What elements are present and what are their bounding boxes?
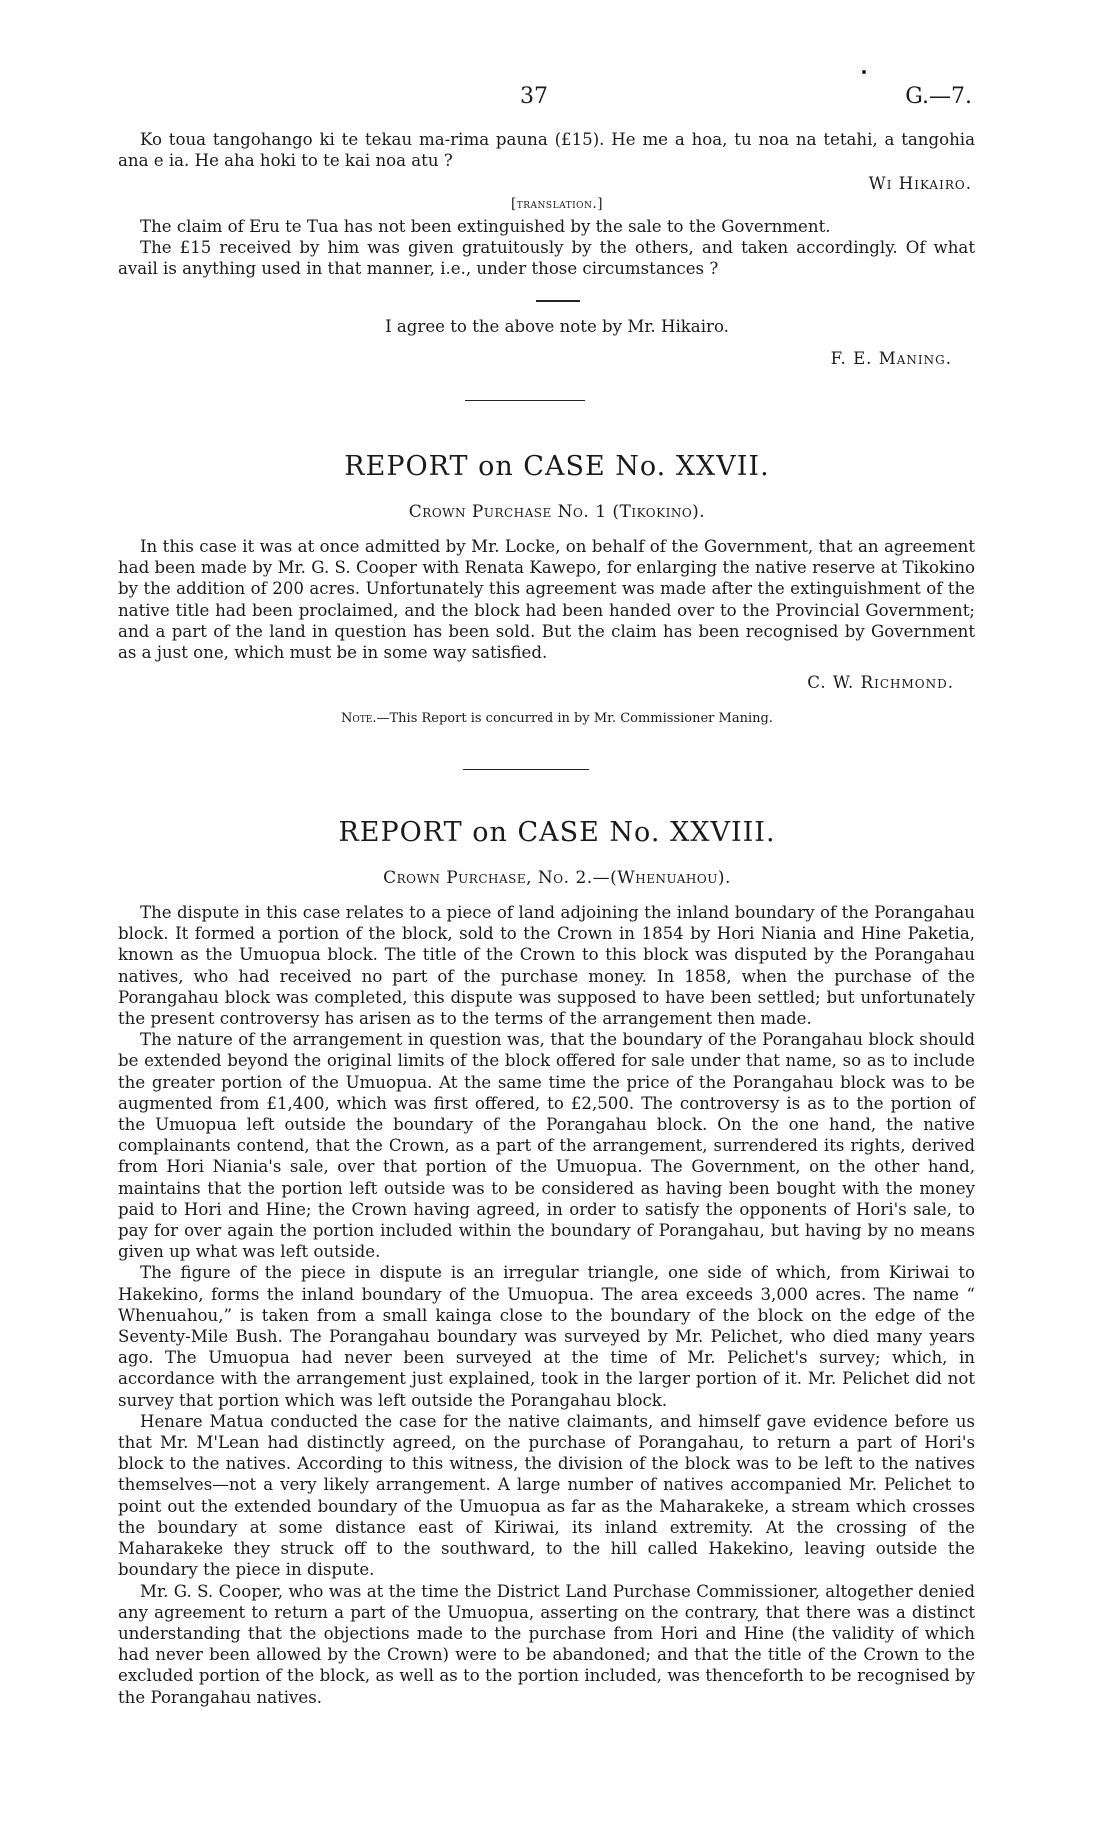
report-28-paragraph-2: The nature of the arrangement in question was, that the boundary of the Porangahau block should be extended beyond the original limits of the block offered for sale under that name, so as to include the greater portion of the Umuopua. At the same time the price of the Porangahau block was to be augmented from £1,400, which was first offered, to £2,500. The controversy is as to the portion of the Umuopua left outside the boundary of the Porangahau block. On the one hand, the native complainants contend, that the Crown, as a part of the arrangement, surrendered its rights, derived from Hori Niania's sale, over that portion of the Umuopua. The Government, on the other hand, maintains that the portion left outside was to be considered as having been bought with the money paid to Hori and Hine; the Crown having agreed, in order to satisfy the opponents of Hori's sale, to pay for over again the portion included within the boundary of Porangahau, but having by no means given up what was left outside. [118,1030,975,1262]
translation-label: [translation.] [511,196,603,212]
report-28-title: REPORT on CASE No. XXVIII. [338,817,776,848]
report-28-paragraph-3: The figure of the piece in dispute is an irregular triangle, one side of which, from Kiriwai to Hakekino, forms the inland boundary of the Umuopua. The area exceeds 3,000 acres. The name “ Whenuahou,” is taken from a small kainga close to the boundary of the block on the edge of the Seventy-Mile Bush. The Porangahau boundary was surveyed by Mr. Pelichet, who died many years ago. The Umuopua had never been surveyed at the time of Mr. Pelichet's survey; which, in accordance with the arrangement just explained, took in the larger portion of it. Mr. Pelichet did not survey that portion which was left outside the Porangahau block. [118,1263,975,1410]
report-28-paragraph-4: Henare Matua conducted the case for the native claimants, and himself gave evidence before us that Mr. M'Lean had distinctly agreed, on the purchase of Porangahau, to return a part of Hori's block to the natives. According to this witness, the division of the block was to be left to the natives themselves—not a very likely arrangement. A large number of natives accompanied Mr. Pelichet to point out the extended boundary of the Umuopua as far as the Maharakeke, a stream which crosses the boundary at some distance east of Kiriwai, its inland extremity. At the crossing of the Maharakeke they struck off to the southward, to the hill called Hakekino, leaving outside the boundary the piece in dispute. [118,1411,975,1580]
report-27-subtitle: Crown Purchase No. 1 (Tikokino). [408,502,706,522]
translation-line-2: The £15 received by him was given gratuitously by the others, and taken accordingly. Of what avail is anything used in that manner, i.e., under those circumstances ? [118,238,975,279]
agree-note: I agree to the above note by Mr. Hikairo. [385,317,729,336]
translation-block [118,216,975,280]
signature-wi-hikairo: Wi Hikairo. [868,174,972,193]
document-reference: G.—7. [905,84,972,109]
report-27-paragraph: In this case it was at once admitted by Mr. Locke, on behalf of the Government, that an agreement had been made by Mr. G. S. Cooper with Renata Kawepo, for enlarging the native reserve at Tikokino by the addition of 200 acres. Unfortunately this agreement was made after the extinguishment of the native title had been proclaimed, and the block had been handed over to the Provincial Government; and a part of the land in question has been sold. But the claim has been recognised by Government as a just one, which must be in some way satisfied. [118,537,975,663]
translation-line-1: The claim of Eru te Tua has not been extinguished by the sale to the Government. [140,217,831,236]
note-label: Note. [341,711,377,726]
maori-paragraph [118,129,975,171]
short-divider [536,300,580,302]
report-28-paragraph-5: Mr. G. S. Cooper, who was at the time the District Land Purchase Commissioner, altogether denied any agreement to return a part of the Umuopua, asserting on the contrary, that there was a distinct understanding that the objections made to the purchase from Hori and Hine (the validity of which had never been allowed by the Crown) were to be abandoned; and that the title of the Crown to the excluded portion of the block, as well as to the portion included, was thenceforth to be recognised by the Porangahau natives. [118,1581,975,1707]
report-28-body [118,902,975,1708]
report-28-paragraph-1: The dispute in this case relates to a piece of land adjoining the inland boundary of the Porangahau block. It formed a portion of the block, sold to the Crown in 1854 by Hori Niania and Hine Paketia, known as the Umuopua block. The title of the Crown to this block was disputed by the Porangahau natives, who had received no part of the purchase money. In 1858, when the purchase of the Porangahau block was completed, this dispute was supposed to have been settled; but unfortunately the present controversy has arisen as to the terms of the arrangement then made. [118,903,975,1029]
signature-richmond: C. W. Richmond. [807,673,954,692]
page-number: 37 [520,84,548,109]
report-27-note [0,708,1114,729]
section-divider-1 [465,400,585,401]
signature-maning: F. E. Maning. [830,349,952,368]
maori-text: Ko toua tangohango ki te tekau ma-rima pauna (£15). He me a hoa, tu noa na tetahi, a tangohia ana e ia. He aha hoki to te kai noa atu ? [118,130,975,171]
note-text: —This Report is concurred in by Mr. Commissioner Maning. [376,711,773,726]
report-27-title: REPORT on CASE No. XXVII. [344,451,770,482]
section-divider-2 [463,769,589,770]
report-28-subtitle: Crown Purchase, No. 2.—(Whenuahou). [383,868,731,888]
report-27-body [118,536,975,663]
stray-dot [862,70,866,74]
